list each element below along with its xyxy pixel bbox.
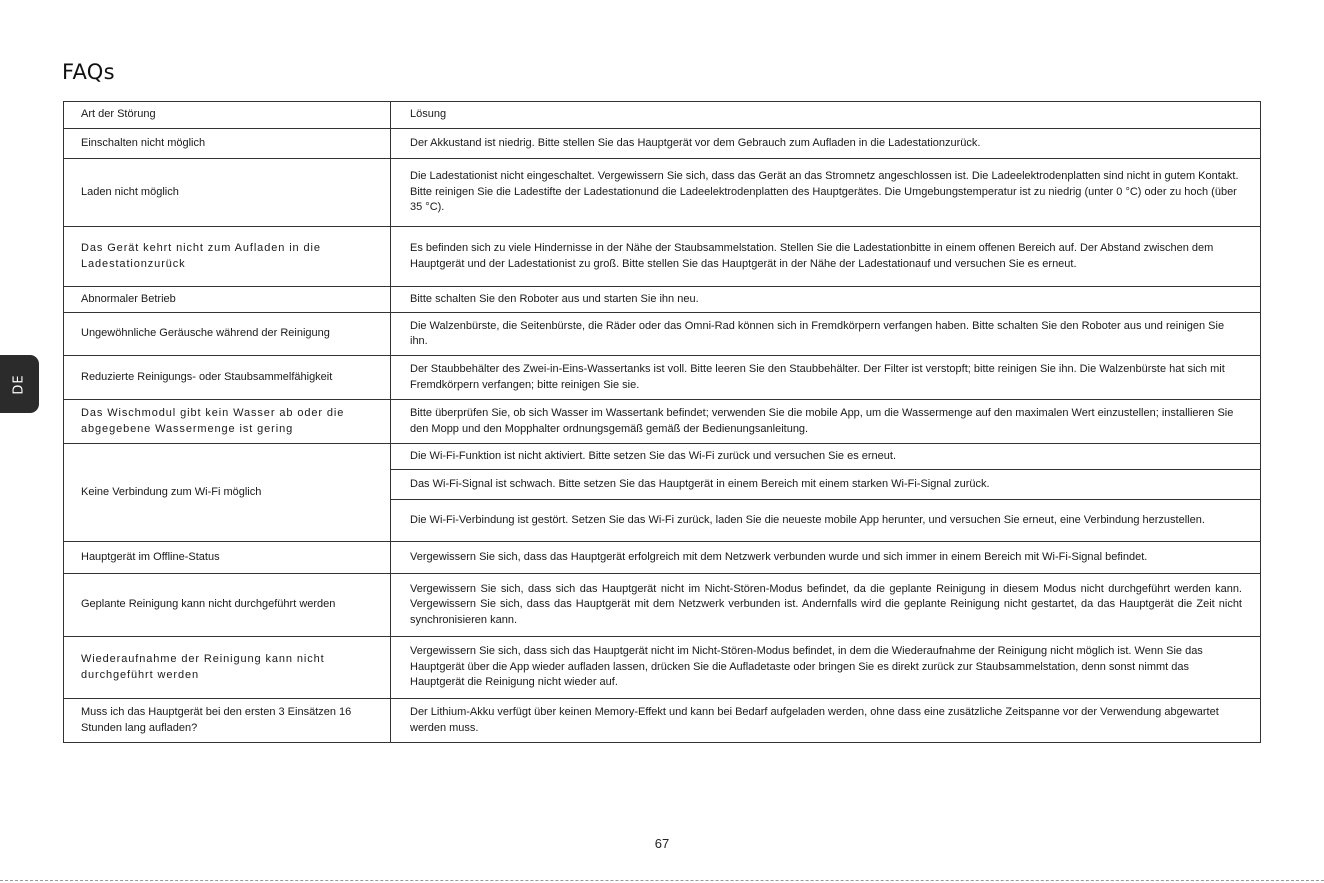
language-tab-label: DE — [11, 373, 27, 395]
header-solution: Lösung — [391, 102, 1261, 129]
problem-cell: Einschalten nicht möglich — [64, 129, 391, 159]
problem-cell: Reduzierte Reinigungs- oder Staubsammelfähigkeit — [64, 356, 391, 400]
table-row — [64, 313, 1261, 356]
solution-cell: Der Lithium-Akku verfügt über keinen Memory-Effekt und kann bei Bedarf aufgeladen werden, ohne dass eine zusätzliche Zeitspanne vor der Verwendung abgewartet werden muss. — [391, 699, 1261, 743]
solution-cell: Die Wi-Fi-Funktion ist nicht aktiviert. Bitte setzen Sie das Wi-Fi zurück und versuchen Sie es erneut. — [391, 444, 1261, 470]
solution-cell: Vergewissern Sie sich, dass sich das Hauptgerät nicht im Nicht-Stören-Modus befindet, in dem die Wiederaufnahme der Reinigung nicht möglich ist. Wenn Sie das Hauptgerät über die App wieder aufladen lassen, drücken Sie die Aufladetaste oder bringen Sie es direkt zurück zur Staubsammelstation, denn sonst nimmt das Hauptgerät die Reinigung nicht wieder auf. — [391, 637, 1261, 699]
solution-cell: Der Akkustand ist niedrig. Bitte stellen Sie das Hauptgerät vor dem Gebrauch zum Aufladen in die Ladestationzurück. — [391, 129, 1261, 159]
problem-cell: Das Gerät kehrt nicht zum Aufladen in die Ladestationzurück — [64, 227, 391, 287]
table-row — [64, 129, 1261, 159]
table-header-row — [64, 102, 1261, 129]
language-tab — [0, 355, 39, 413]
page-title: FAQs — [62, 60, 115, 84]
problem-cell: Laden nicht möglich — [64, 159, 391, 227]
solution-cell: Vergewissern Sie sich, dass das Hauptgerät erfolgreich mit dem Netzwerk verbunden wurde und sich immer in einem Bereich mit Wi-Fi-Signal befindet. — [391, 542, 1261, 574]
table-row — [64, 699, 1261, 743]
table-row — [64, 227, 1261, 287]
solution-cell: Es befinden sich zu viele Hindernisse in der Nähe der Staubsammelstation. Stellen Sie die Ladestationbitte in einem offenen Bereich auf. Der Abstand zwischen dem Hauptgerät und der Ladestationist zu groß. Bitte stellen Sie das Hauptgerät in der Nähe der Ladestationauf und versuchen Sie es erneut. — [391, 227, 1261, 287]
table-row — [64, 159, 1261, 227]
problem-cell: Geplante Reinigung kann nicht durchgeführt werden — [64, 574, 391, 637]
problem-cell: Ungewöhnliche Geräusche während der Reinigung — [64, 313, 391, 356]
solution-cell: Vergewissern Sie sich, dass sich das Hauptgerät nicht im Nicht-Stören-Modus befindet, da die geplante Reinigung in diesem Modus nicht durchgeführt werden kann. Vergewissern Sie sich, dass das Hauptgerät mit dem Netzwerk verbunden ist. Andernfalls wird die geplante Reinigung nicht gestartet, da das Hauptgerät die Zeit nicht synchronisieren kann. — [391, 574, 1261, 637]
solution-cell: Die Ladestationist nicht eingeschaltet. Vergewissern Sie sich, dass das Gerät an das Stromnetz angeschlossen ist. Die Ladeelektrodenplatten sind nicht in gutem Kontakt. Bitte reinigen Sie die Ladestifte der Ladestationund die Ladeelektrodenplatten des Hauptgerätes. Die Umgebungstemperatur ist zu niedrig (unter 0 °C) oder zu hoch (über 35 °C). — [391, 159, 1261, 227]
solution-cell: Die Walzenbürste, die Seitenbürste, die Räder oder das Omni-Rad können sich in Fremdkörpern verfangen haben. Bitte schalten Sie den Roboter aus und reinigen Sie ihn. — [391, 313, 1261, 356]
table-row — [64, 637, 1261, 699]
page-number: 67 — [654, 836, 670, 851]
problem-cell: Wiederaufnahme der Reinigung kann nicht durchgeführt werden — [64, 637, 391, 699]
table-row — [64, 356, 1261, 400]
solution-cell: Die Wi-Fi-Verbindung ist gestört. Setzen Sie das Wi-Fi zurück, laden Sie die neueste mobile App herunter, und versuchen Sie erneut, eine Verbindung herzustellen. — [391, 500, 1261, 542]
page-bottom-divider — [0, 880, 1324, 881]
table-row — [64, 574, 1261, 637]
faq-table — [63, 101, 1261, 743]
problem-cell: Muss ich das Hauptgerät bei den ersten 3 Einsätzen 16 Stunden lang aufladen? — [64, 699, 391, 743]
solution-cell: Bitte schalten Sie den Roboter aus und starten Sie ihn neu. — [391, 287, 1261, 313]
header-problem: Art der Störung — [64, 102, 391, 129]
problem-cell: Abnormaler Betrieb — [64, 287, 391, 313]
table-row — [64, 287, 1261, 313]
problem-cell: Das Wischmodul gibt kein Wasser ab oder die abgegebene Wassermenge ist gering — [64, 400, 391, 444]
problem-cell: Keine Verbindung zum Wi-Fi möglich — [64, 444, 391, 542]
problem-cell: Hauptgerät im Offline-Status — [64, 542, 391, 574]
table-row — [64, 400, 1261, 444]
solution-cell: Das Wi-Fi-Signal ist schwach. Bitte setzen Sie das Hauptgerät in einem Bereich mit einem starken Wi-Fi-Signal zurück. — [391, 470, 1261, 500]
solution-cell: Bitte überprüfen Sie, ob sich Wasser im Wassertank befindet; verwenden Sie die mobile App, um die Wassermenge auf den maximalen Wert einzustellen; installieren Sie den Mopp und den Mopphalter ordnungsgemäß gemäß der Bedienungsanleitung. — [391, 400, 1261, 444]
solution-cell: Der Staubbehälter des Zwei-in-Eins-Wassertanks ist voll. Bitte leeren Sie den Staubbehälter. Der Filter ist verstopft; bitte reinigen Sie ihn. Die Walzenbürste hat sich mit Fremdkörpern verfangen; bitte reinigen Sie sie. — [391, 356, 1261, 400]
table-row — [64, 444, 1261, 470]
table-row — [64, 542, 1261, 574]
